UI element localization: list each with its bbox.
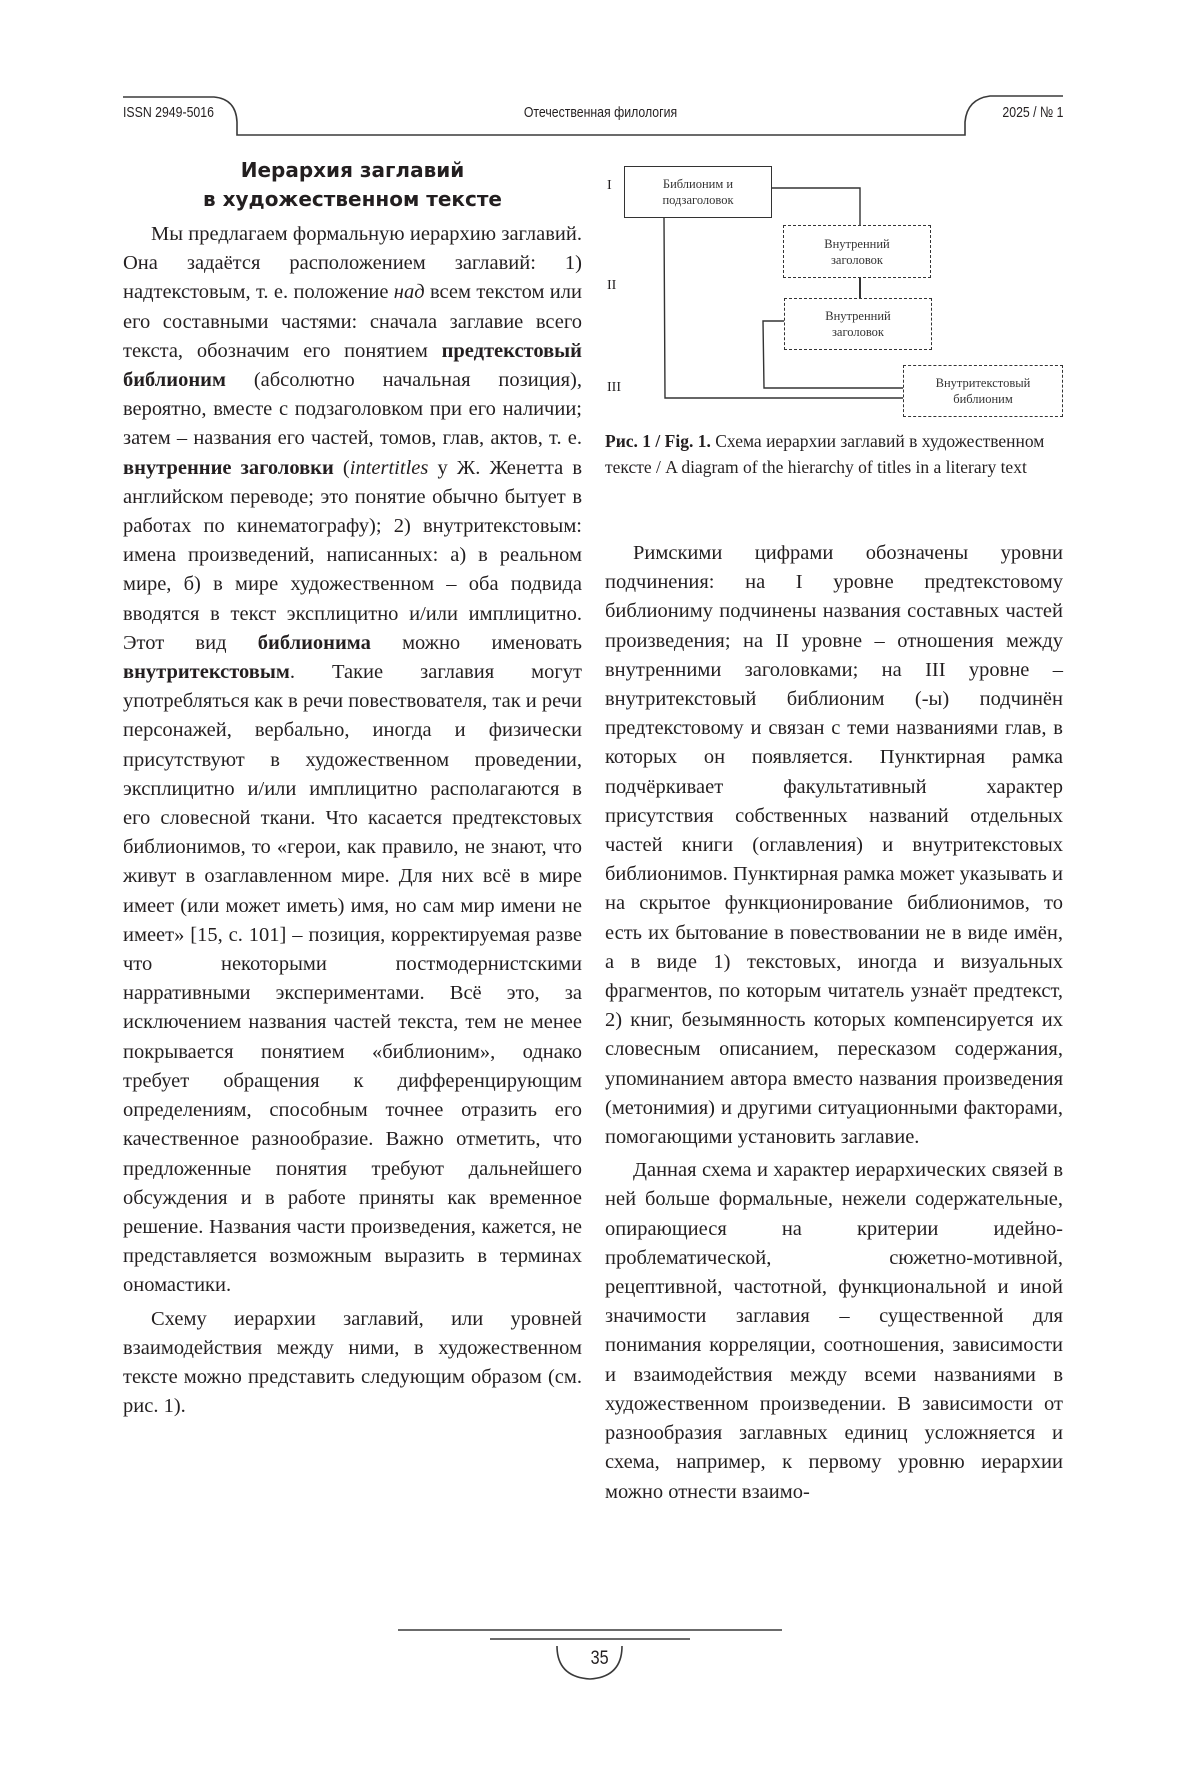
box-label: Внутритекстовый xyxy=(935,376,1031,390)
text-run: ( xyxy=(333,456,350,479)
text-run: всем текстом или его составными частями: сначала заглавие всего текста, обозначим его понятием xyxy=(123,281,582,362)
section-title-line-1: Иерархия заглавий xyxy=(240,158,465,182)
bold-term: внутритекстовым xyxy=(123,661,290,684)
figure-caption xyxy=(605,428,1065,480)
bold-term: библионима xyxy=(257,631,371,654)
box-label: библионим xyxy=(953,392,1013,406)
bold-term: внутренние заголовки xyxy=(123,456,334,479)
section-title xyxy=(123,156,582,214)
journal-issue: 2025 / № 1 xyxy=(1001,104,1063,121)
text-run: у Ж. Женетта в английском переводе; это понятие обычно бытует в работах по кинематографу); 2) внутритекстовым: имена произведений, написанных: а) в реальном мире, б) в мире художественном – оба подвида вводятся в текст эксплицитно и/или имплицитно. Этот вид xyxy=(123,456,583,654)
page-number xyxy=(0,1648,1200,1670)
journal-name-text: Отечественная филология xyxy=(523,104,677,121)
italic-term: над xyxy=(393,281,425,304)
caption-text: Схема иерархии заглавий в художественном тексте / A diagram of the hierarchy of titles in a literary text xyxy=(605,431,1045,477)
hierarchy-diagram xyxy=(590,160,1070,425)
caption-label: Рис. 1 / Fig. 1. xyxy=(605,431,711,451)
paragraph xyxy=(123,220,582,1301)
text-run: (абсолютно начальная позиция), вероятно, вместе с подзаголовком при его наличии; затем – названия его частей, томов, глав, актов, т. е. xyxy=(123,369,582,450)
text-run: Мы предлагаем формальную иерархию заглавий. Она задаётся расположением заглавий: 1) надтекстовым, т. е. положение xyxy=(123,223,582,304)
box-label: Библионим и xyxy=(662,177,734,191)
italic-term: intertitles xyxy=(349,456,429,479)
journal-issn: ISSN 2949-5016 xyxy=(123,104,214,121)
page-number-text: 35 xyxy=(591,1648,609,1669)
box-label: Внутренний xyxy=(825,309,891,323)
paragraph: Данная схема и характер иерархических связей в ней больше формальные, нежели содержательные, опирающиеся на критерии идейно-проблематической, сюжетно-мотивной, рецептивной, частотной, функциональной и иной значимости заглавия – существенной для понимания корреляции, соотношения, зависимости и взаимодействия между всеми названиями в художественном произведении. В зависимости от разнообразия заглавных единиц усложняется и схема, например, к первому уровню иерархии можно отнести взаимо- xyxy=(605,1159,1063,1503)
level-label-3: III xyxy=(607,380,621,395)
left-column xyxy=(123,150,582,1421)
paragraph: Схему иерархии заглавий, или уровней взаимодействия между ними, в художественном тексте можно представить следующим образом (см. рис. 1). xyxy=(123,1307,582,1418)
bold-term: предтекстовый библионим xyxy=(123,339,582,392)
text-run: . Такие заглавия могут употребляться как в речи повествователя, так и речи персонажей, вербально, иногда и физически присутствуют в художественном проведении, эксплицитно и/или имплицитно располагаются в его словесной ткани. Что касается предтекстовых библионимов, то «герои, как правило, не знают, что живут в озаглавленном мире. Для них всё в мире имеет (или может иметь) имя, но сам мир имени не имеет» [15, с. 101] – позиция, корректируемая разве что некоторыми постмодернистскими нарративными экспериментами. Всё это, за исключением названия частей текста, тем не менее покрывается понятием «библионим», однако требует обращения к дифференцирующим определениям, способным точнее отразить его качественное разнообразие. Важно отметить, что предложенные понятия требуют дальнейшего обсуждения и в работе приняты как временное решение. Названия части произведения, кажется, не представляется возможным выразить в терминах ономастики. xyxy=(123,661,582,1297)
diagram-box-biblionym-subtitle xyxy=(624,166,772,218)
box-label: подзаголовок xyxy=(662,193,734,207)
paragraph: Римскими цифрами обозначены уровни подчинения: на I уровне предтекстовому библиониму подчинены названия составных частей произведения; на II уровне – отношения между внутренними заголовками; на III уровне – внутритекстовый библионим (-ы) подчинён предтекстовому и связан с теми названиями глав, в которых он появляется. Пунктирная рамка подчёркивает факультативный характер присутствия собственных названий отдельных частей книги (оглавления) и внутритекстовых библионимов. Пунктирная рамка может указывать и на скрытое функционирование библионимов, то есть их бытование в повествовании не в виде имён, а в виде 1) текстовых, иногда и визуальных фрагментов, по которым читатель узнаёт предтекст, 2) книг, безымянность которых компенсируется их словесным описанием, пересказом содержания, упоминанием автора вместо названия произведения (метонимия) и другими ситуационными факторами, помогающими установить заглавие. xyxy=(605,542,1063,1149)
box-label: заголовок xyxy=(831,325,884,339)
box-label: заголовок xyxy=(830,252,883,267)
level-label-1: I xyxy=(607,178,612,193)
diagram-box-intertitle-2 xyxy=(784,298,932,350)
right-column xyxy=(605,539,1063,1507)
box-label: Внутренний xyxy=(824,236,890,251)
section-title-line-2: в художественном тексте xyxy=(202,187,502,211)
text-run: можно именовать xyxy=(370,631,582,654)
level-label-2: II xyxy=(607,278,617,293)
diagram-box-intertitle-1 xyxy=(783,225,931,278)
diagram-box-intratextual-biblionym xyxy=(903,365,1063,417)
